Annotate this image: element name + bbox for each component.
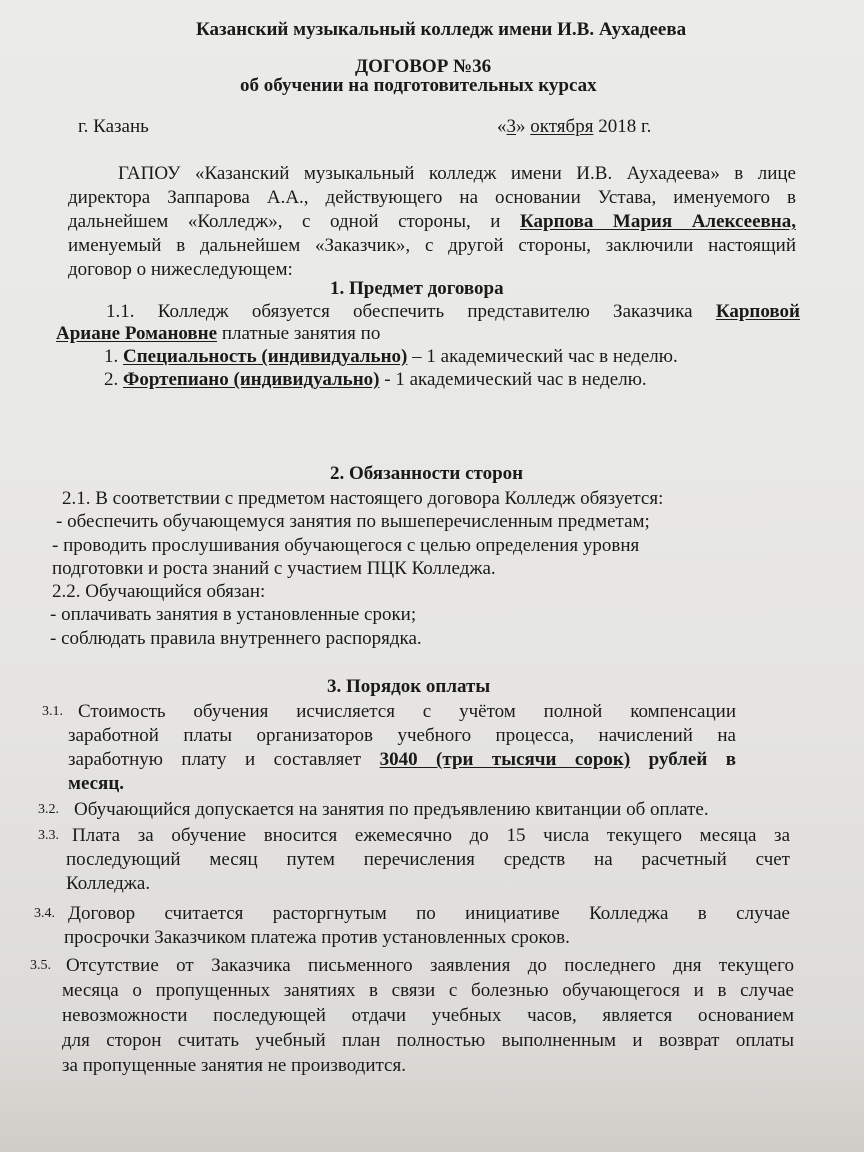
clause-3-1-line-3: заработную плату и составляет 3040 (три тысячи сорок) рублей в <box>68 749 737 770</box>
contract-date: «3» октября 2018 г. <box>497 116 652 137</box>
clause-1-1-line-1: 1.1. Колледж обязуется обеспечить представителю Заказчика Карповой <box>106 301 800 322</box>
clause-3-3-line-3: Колледжа. <box>66 873 151 894</box>
clause-3-5-line-2: месяца о пропущенных занятиях в связи с болезнью обучающегося и в случае <box>62 980 794 1001</box>
section-3-heading: 3. Порядок оплаты <box>327 676 491 697</box>
clause-3-1-line-4: месяц. <box>68 773 125 794</box>
clause-number: 3.1. <box>42 704 63 719</box>
college-header: Казанский музыкальный колледж имени И.В. Аухадеева <box>196 19 687 40</box>
clause-3-4-line-2: просрочки Заказчиком платежа против установленных сроков. <box>64 927 570 948</box>
clause-3-2: Обучающийся допускается на занятия по предъявлению квитанции об оплате. <box>74 799 709 820</box>
clause-3-5-line-4: для сторон считать учебный план полностью выполненным и возврат оплаты <box>62 1030 794 1051</box>
clause-number: 3.4. <box>34 906 55 921</box>
preamble-line-3: дальнейшем «Колледж», с одной стороны, и Карпова Мария Алексеевна, <box>68 211 796 232</box>
preamble-line-4: именуемый в дальнейшем «Заказчик», с другой стороны, заключили настоящий <box>68 235 796 256</box>
preamble-line-2: директора Заппарова А.А., действующего на основании Устава, именуемого в <box>68 187 796 208</box>
clause-3-1-line-1: Стоимость обучения исчисляется с учётом полной компенсации <box>78 701 736 722</box>
clause-3-1-line-2: заработной платы организаторов учебного процесса, начислений на <box>68 725 736 746</box>
clause-1-1-line-2: Ариане Романовне платные занятия по <box>56 323 381 344</box>
subject-2: 2. Фортепиано (индивидуально) - 1 академический час в неделю. <box>104 369 647 390</box>
clause-3-3-line-2: последующий месяц путем перечисления средств на расчетный счет <box>66 849 790 870</box>
clause-3-5-line-5: за пропущенные занятия не производится. <box>62 1055 406 1076</box>
contract-title: ДОГОВОР №36 <box>355 56 492 77</box>
duty-line: - оплачивать занятия в установленные сроки; <box>50 604 417 625</box>
clause-3-5-line-3: невозможности последующей отдачи учебных часов, является основанием <box>62 1005 794 1026</box>
preamble-line-5: договор о нижеследующем: <box>68 259 293 280</box>
preamble-line-1: ГАПОУ «Казанский музыкальный колледж имени И.В. Аухадеева» в лице <box>118 163 796 184</box>
duty-line: - обеспечить обучающемуся занятия по вышеперечисленным предметам; <box>56 511 650 532</box>
duty-line: подготовки и роста знаний с участием ПЦК Колледжа. <box>52 558 496 579</box>
subject-1: 1. Специальность (индивидуально) – 1 академический час в неделю. <box>104 346 678 367</box>
section-2-heading: 2. Обязанности сторон <box>330 463 524 484</box>
clause-2-1: 2.1. В соответствии с предметом настоящего договора Колледж обязуется: <box>62 488 664 509</box>
clause-2-2: 2.2. Обучающийся обязан: <box>52 581 266 602</box>
duty-line: - проводить прослушивания обучающегося с целью определения уровня <box>52 535 640 556</box>
contract-subtitle: об обучении на подготовительных курсах <box>240 75 597 96</box>
section-1-heading: 1. Предмет договора <box>330 278 504 299</box>
duty-line: - соблюдать правила внутреннего распорядка. <box>50 628 422 649</box>
clause-number: 3.5. <box>30 958 51 973</box>
clause-3-3-line-1: Плата за обучение вносится ежемесячно до 15 числа текущего месяца за <box>72 825 790 846</box>
clause-number: 3.3. <box>38 828 59 843</box>
clause-3-4-line-1: Договор считается расторгнутым по инициативе Колледжа в случае <box>68 903 790 924</box>
clause-3-5-line-1: Отсутствие от Заказчика письменного заявления до последнего дня текущего <box>66 955 794 976</box>
clause-number: 3.2. <box>38 802 59 817</box>
city: г. Казань <box>78 116 149 137</box>
